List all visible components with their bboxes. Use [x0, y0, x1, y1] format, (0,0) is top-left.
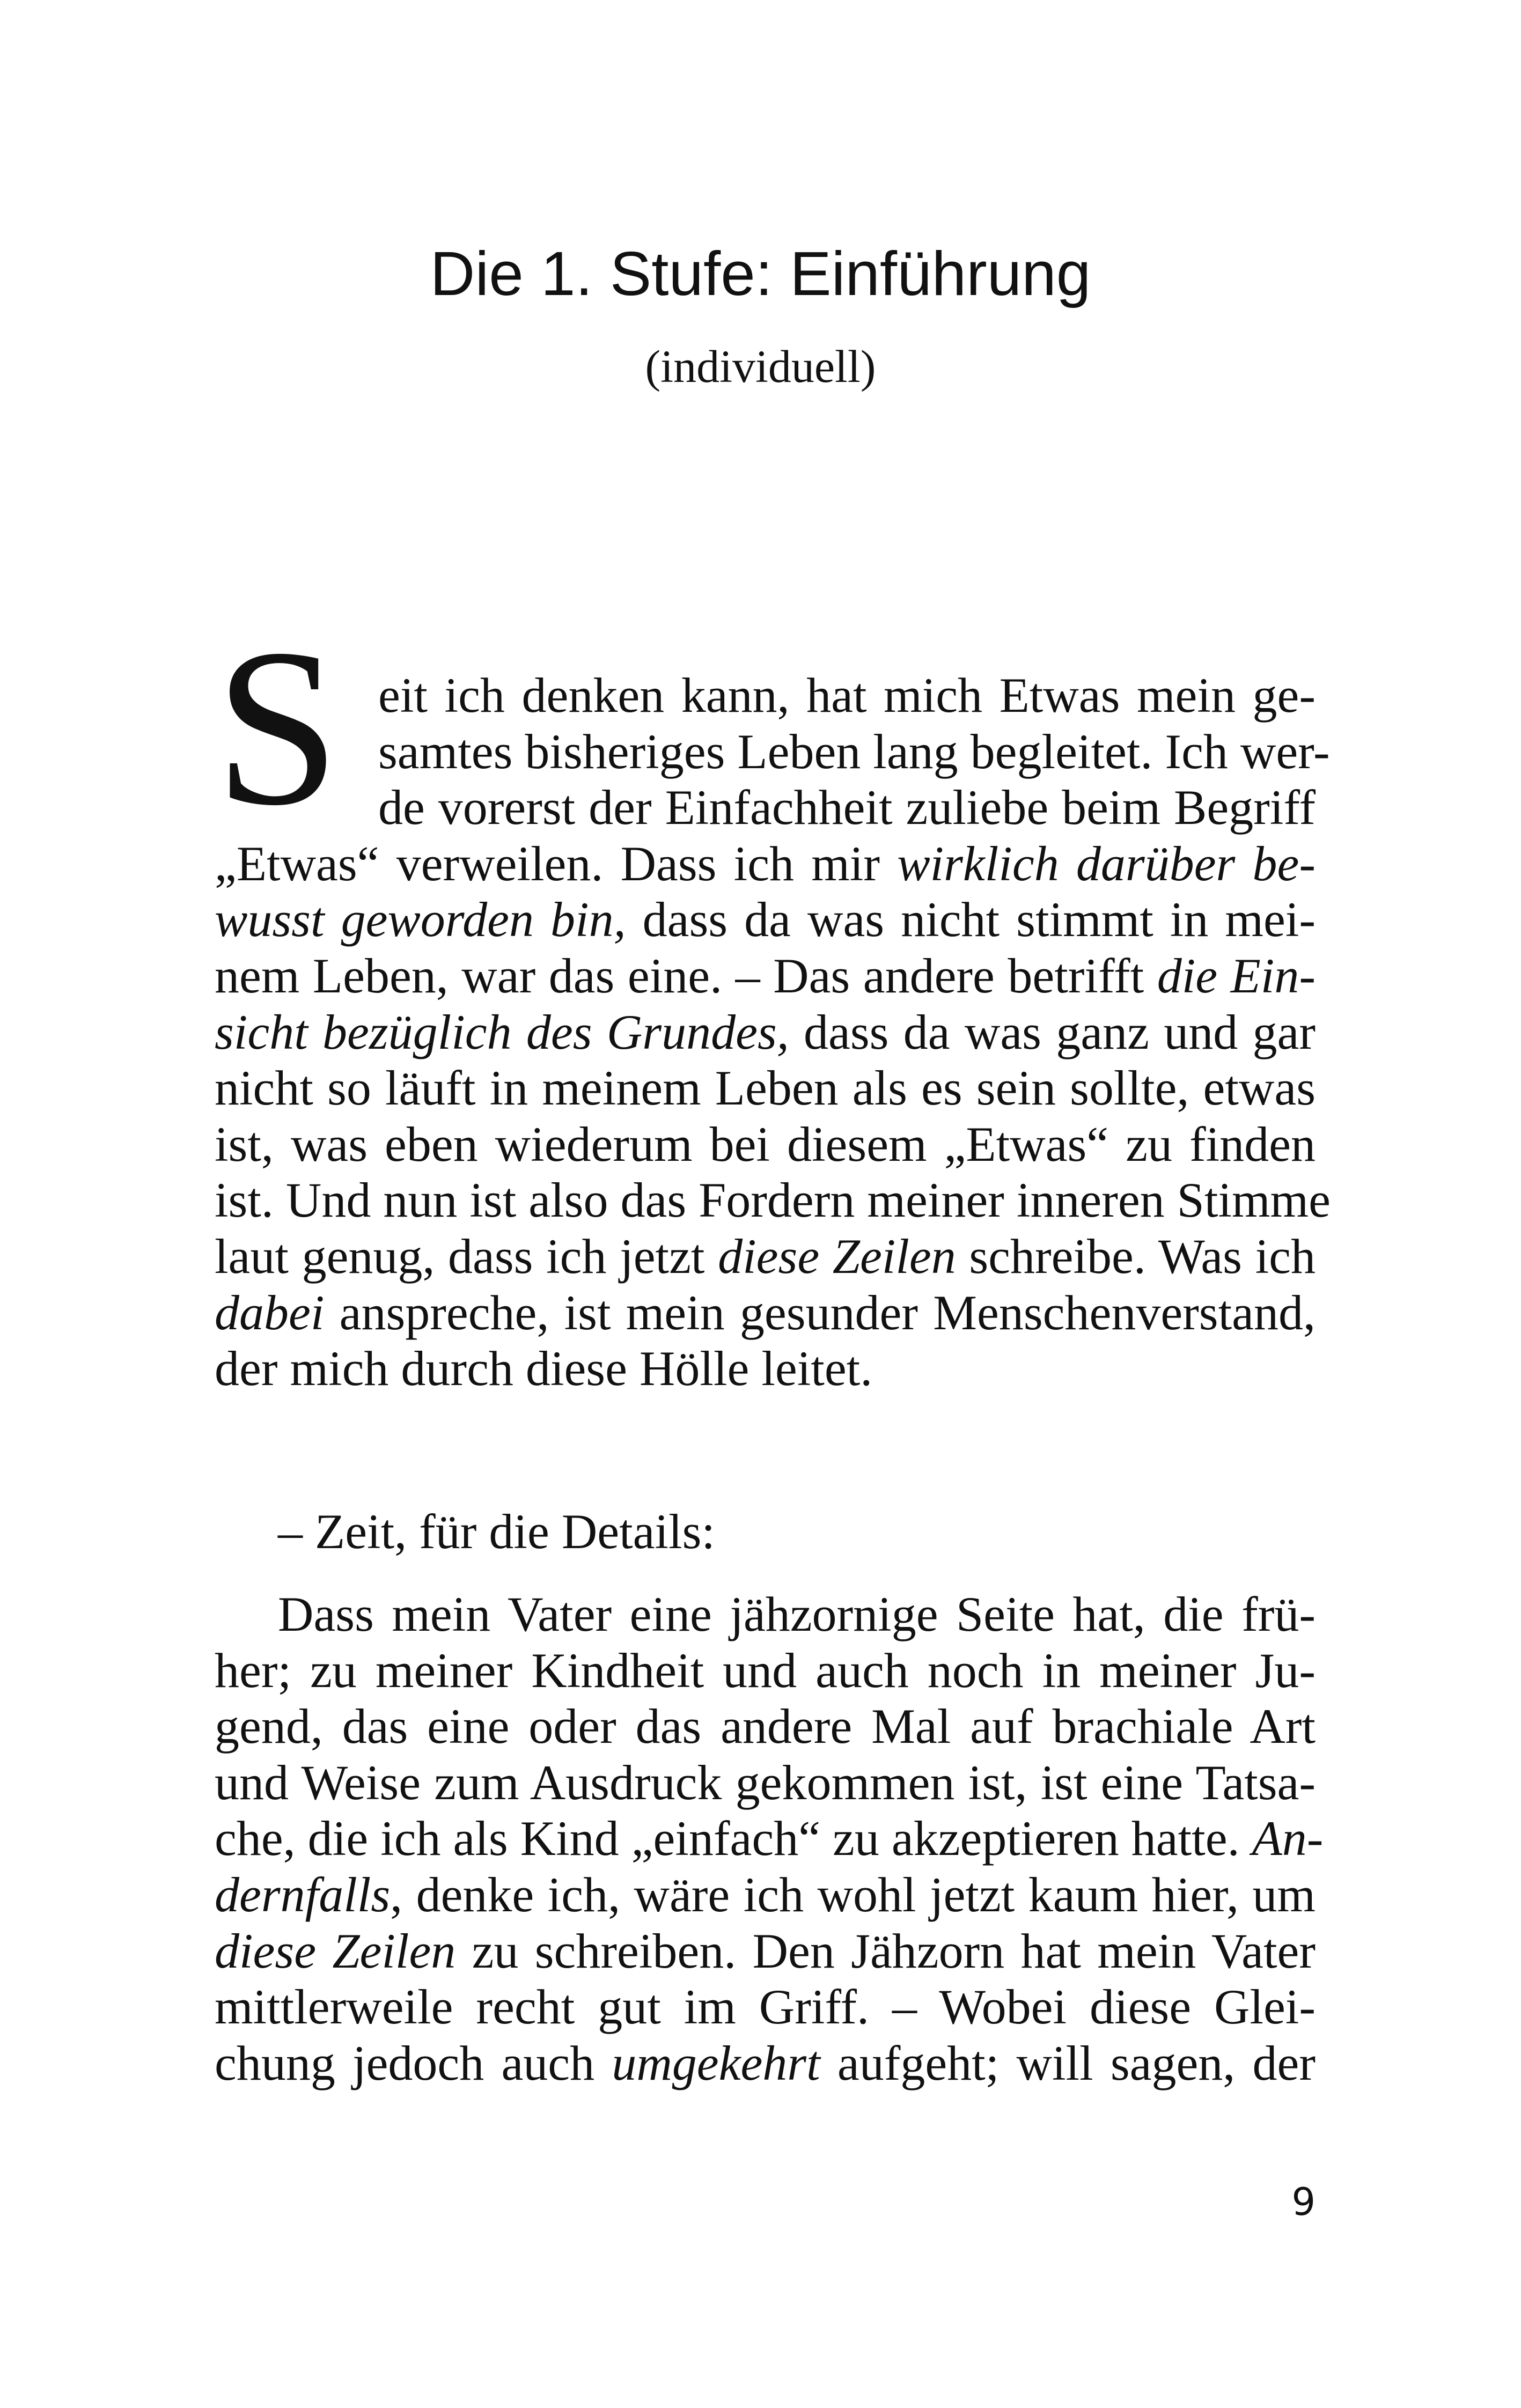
text-run: Dass mein Vater eine jähzornige Seite hat, die frü-	[278, 1587, 1316, 1641]
emphasis-text: die Ein-	[1157, 948, 1316, 1003]
emphasis-text: sicht bezüglich des Grundes,	[215, 1004, 789, 1059]
text-line	[215, 1285, 1316, 1341]
emphasis-text: wusst geworden bin,	[215, 892, 626, 947]
text-line	[215, 1004, 1316, 1061]
text-run: schreibe. Was ich	[956, 1228, 1316, 1284]
text-run: ist. Und nun ist also das Fordern meiner inneren Stimme	[215, 1173, 1331, 1228]
text-line	[215, 1116, 1316, 1173]
text-line	[215, 667, 1316, 724]
text-line	[215, 2035, 1316, 2092]
text-line	[215, 1923, 1316, 1979]
chapter-subtitle: (individuell)	[645, 341, 876, 392]
text-line	[215, 1810, 1324, 1867]
text-run: , denke ich, wäre ich wohl jetzt kaum hier, um	[390, 1867, 1316, 1922]
text-run: und Weise zum Ausdruck gekommen ist, ist eine Tatsa-	[215, 1755, 1316, 1810]
text-run: ist, was eben wiederum bei diesem „Etwas“ zu finden	[215, 1116, 1316, 1172]
emphasis-text: dabei	[215, 1285, 325, 1340]
text-run: der mich durch diese Hölle leitet.	[215, 1341, 873, 1396]
text-run: de vorerst der Einfachheit zuliebe beim Begriff	[378, 780, 1316, 835]
text-line	[215, 1755, 1316, 1811]
text-run: her; zu meiner Kindheit und auch noch in meiner Ju-	[215, 1643, 1316, 1698]
emphasis-text: umgekehrt	[612, 2035, 820, 2090]
text-run: nem Leben, war das eine. – Das andere betrifft	[215, 948, 1157, 1003]
text-line	[215, 724, 1330, 780]
text-run: che, die ich als Kind „einfach“ zu akzeptieren hatte.	[215, 1811, 1252, 1866]
text-run: zu schreiben. Den Jähzorn hat mein Vater	[455, 1923, 1316, 1978]
text-run: samtes bisheriges Leben lang begleitet. Ich wer-	[378, 724, 1330, 779]
paragraph-2	[215, 1586, 1324, 2091]
page-number: 9	[1291, 2180, 1316, 2224]
paragraph-1	[215, 667, 1331, 1397]
emphasis-text: diese Zeilen	[215, 1923, 456, 1978]
text-line	[215, 1698, 1316, 1755]
text-line	[215, 1979, 1316, 2035]
emphasis-text: An-	[1252, 1811, 1324, 1866]
emphasis-text: wirklich darüber be-	[897, 836, 1316, 891]
text-run: anspreche, ist mein gesunder Menschenverstand,	[324, 1285, 1316, 1340]
text-run: chung jedoch auch	[215, 2035, 612, 2090]
text-line	[215, 1341, 1316, 1397]
emphasis-text: diese Zeilen	[718, 1228, 956, 1284]
text-line	[215, 836, 1316, 892]
text-run: nicht so läuft in meinem Leben als es sein sollte, etwas	[215, 1061, 1316, 1116]
text-line	[215, 1060, 1316, 1116]
text-run: aufgeht; will sagen, der	[820, 2035, 1316, 2090]
chapter-title: Die 1. Stufe: Einführung	[430, 239, 1091, 308]
text-line	[215, 1172, 1331, 1228]
text-line	[215, 1867, 1316, 1923]
emphasis-text: dernfalls	[215, 1867, 391, 1922]
text-line	[215, 892, 1316, 948]
text-run: laut genug, dass ich jetzt	[215, 1228, 718, 1284]
drop-cap: S	[215, 602, 340, 852]
text-run: mittlerweile recht gut im Griff. – Wobei diese Glei-	[215, 1979, 1316, 2035]
text-run: dass da was nicht stimmt in mei-	[626, 892, 1316, 947]
text-line	[215, 948, 1316, 1004]
text-line	[215, 1586, 1316, 1643]
text-run: eit ich denken kann, hat mich Etwas mein ge-	[378, 668, 1316, 723]
text-line	[215, 1643, 1316, 1699]
text-run: gend, das eine oder das andere Mal auf brachiale Art	[215, 1699, 1316, 1754]
text-run: „Etwas“ verweilen. Dass ich mir	[215, 836, 898, 891]
text-line	[215, 1228, 1316, 1285]
section-intro-line: – Zeit, für die Details:	[278, 1504, 715, 1559]
text-run: dass da was ganz und gar	[789, 1004, 1316, 1059]
text-line	[215, 779, 1316, 836]
